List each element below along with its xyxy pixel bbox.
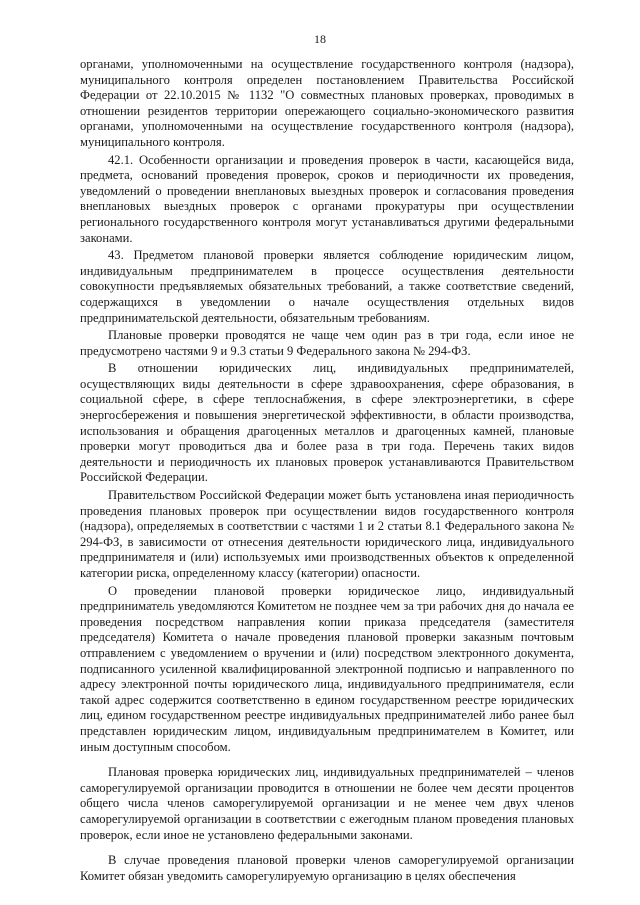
paragraph: Плановые проверки проводятся не чаще чем один раз в три года, если иное не предусмотрено частями 9 и 9.3 статьи 9 Федерального закона № 294-ФЗ.: [80, 328, 574, 358]
page-number: 18: [314, 32, 326, 46]
paragraph: органами, уполномоченными на осуществление государственного контроля (надзора), муниципального контроля определен постановлением Правительства Российской Федерации от 22.10.2015 № 1132 "О совместных плановых проверках, проводимых в отношении резидентов территории опережающего социально-экономического развития органами, уполномоченными на осуществление государственного контроля (надзора), муниципального контроля.: [80, 57, 574, 149]
paragraph: В случае проведения плановой проверки членов саморегулируемой организации Комитет обязан уведомить саморегулируемую организацию в целях обеспечения: [80, 853, 574, 883]
paragraph: Правительством Российской Федерации может быть установлена иная периодичность проведения плановых проверок при осуществлении видов государственного контроля (надзора), определяемых в соответствии с частями 1 и 2 статьи 8.1 Федерального закона № 294-ФЗ, в зависимости от отнесения деятельности юридического лица, индивидуального предпринимателя и (или) используемых ими производственных объектов к определенной категории риска, определенному классу (категории) опасности.: [80, 488, 574, 580]
paragraph: О проведении плановой проверки юридическое лицо, индивидуальный предприниматель уведомляются Комитетом не позднее чем за три рабочих дня до начала ее проведения посредством направления копии приказа председателя (заместителя председателя) Комитета о начале проведения плановой проверки заказным почтовым отправлением с уведомлением о вручении и (или) посредством электронного документа, подписанного усиленной квалифицированной электронной подписью и направленного по адресу электронной почты юридического лица, индивидуального предпринимателя, если такой адрес содержится соответственно в едином государственном реестре юридических лиц, едином государственном реестре индивидуальных предпринимателей либо ранее был представлен юридическим лицом, индивидуальным предпринимателем в Комитет, или иным доступным способом.: [80, 583, 574, 754]
paragraph: В отношении юридических лиц, индивидуальных предпринимателей, осуществляющих виды деятельности в сфере здравоохранения, сфере образования, в социальной сфере, в сфере теплоснабжения, в сфере электроэнергетики, в сфере энергосбережения и повышения энергетической эффективности, в области производства, использования и обращения драгоценных металлов и драгоценных камней, плановые проверки могут проводиться два и более раза в три года. Перечень таких видов деятельности и периодичность их плановых проверок устанавливаются Правительством Российской Федерации.: [80, 361, 574, 485]
paragraph: 42.1. Особенности организации и проведения проверок в части, касающейся вида, предмета, оснований проведения проверок, сроков и периодичности их проведения, уведомлений о проведении внеплановых выездных проверок и согласования проведения внеплановых выездных проверок с органами прокуратуры при осуществлении регионального государственного контроля могут устанавливаться другими федеральными законами.: [80, 152, 574, 245]
document-body: [80, 57, 574, 886]
paragraph: Плановая проверка юридических лиц, индивидуальных предпринимателей – членов саморегулируемой организации проводится в отношении не более чем десяти процентов общего числа членов саморегулируемой организации и не менее чем двух членов саморегулируемой организации в соответствии с ежегодным планом проведения плановых проверок, если иное не установлено федеральными законами.: [80, 765, 574, 842]
paragraph: 43. Предметом плановой проверки является соблюдение юридическим лицом, индивидуальным предпринимателем в процессе осуществления деятельности совокупности предъявляемых обязательных требований, а также соответствие сведений, содержащихся в уведомлении о начале осуществления отдельных видов предпринимательской деятельности, обязательным требованиям.: [80, 248, 574, 325]
